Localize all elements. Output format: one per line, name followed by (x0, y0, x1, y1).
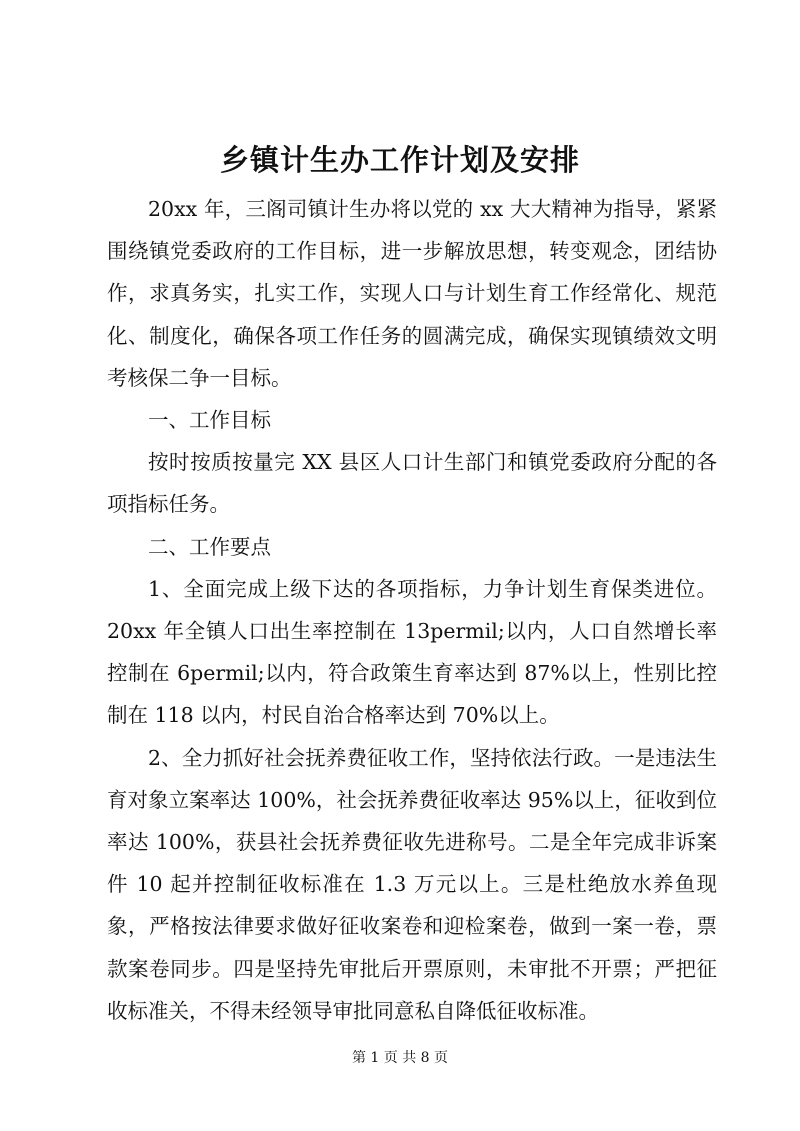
document-body (107, 188, 717, 1032)
key-point-2-paragraph: 2、全力抓好社会抚养费征收工作，坚持依法行政。一是违法生育对象立案率达 100%，社会抚养费征收率达 95%以上，征收到位率达 100%，获县社会抚养费征收先进称号。二是全年完成非诉案件 10 起并控制征收标准在 1.3 万元以上。三是杜绝放水养鱼现象，严格按法律要求做好征收案卷和迎检案卷，做到一案一卷，票款案卷同步。四是坚持先审批后开票原则，未审批不开票；严把征收标准关，不得未经领导审批同意私自降低征收标准。 (107, 745, 717, 1023)
section-heading-goals: 一、工作目标 (148, 408, 271, 433)
section-heading-key-points: 二、工作要点 (148, 534, 271, 559)
intro-paragraph: 20xx 年，三阁司镇计生办将以党的 xx 大大精神为指导，紧紧围绕镇党委政府的工作目标，进一步解放思想，转变观念，团结协作，求真务实，扎实工作，实现人口与计划生育工作经常化、规范化、制度化，确保各项工作任务的圆满完成，确保实现镇绩效文明考核保二争一目标。 (107, 197, 717, 390)
page-footer: 第 1 页 共 8 页 (351, 1050, 449, 1066)
goals-paragraph: 按时按质按量完 XX 县区人口计生部门和镇党委政府分配的各项指标任务。 (107, 450, 717, 517)
key-point-1-paragraph: 1、全面完成上级下达的各项指标，力争计划生育保类进位。20xx 年全镇人口出生率控制在 13permil;以内，人口自然增长率控制在 6permil;以内，符合政策生育率达到 87%以上，性别比控制在 118 以内，村民自治合格率达到 70%以上。 (107, 576, 717, 728)
document-title: 乡镇计生办工作计划及安排 (219, 143, 580, 177)
